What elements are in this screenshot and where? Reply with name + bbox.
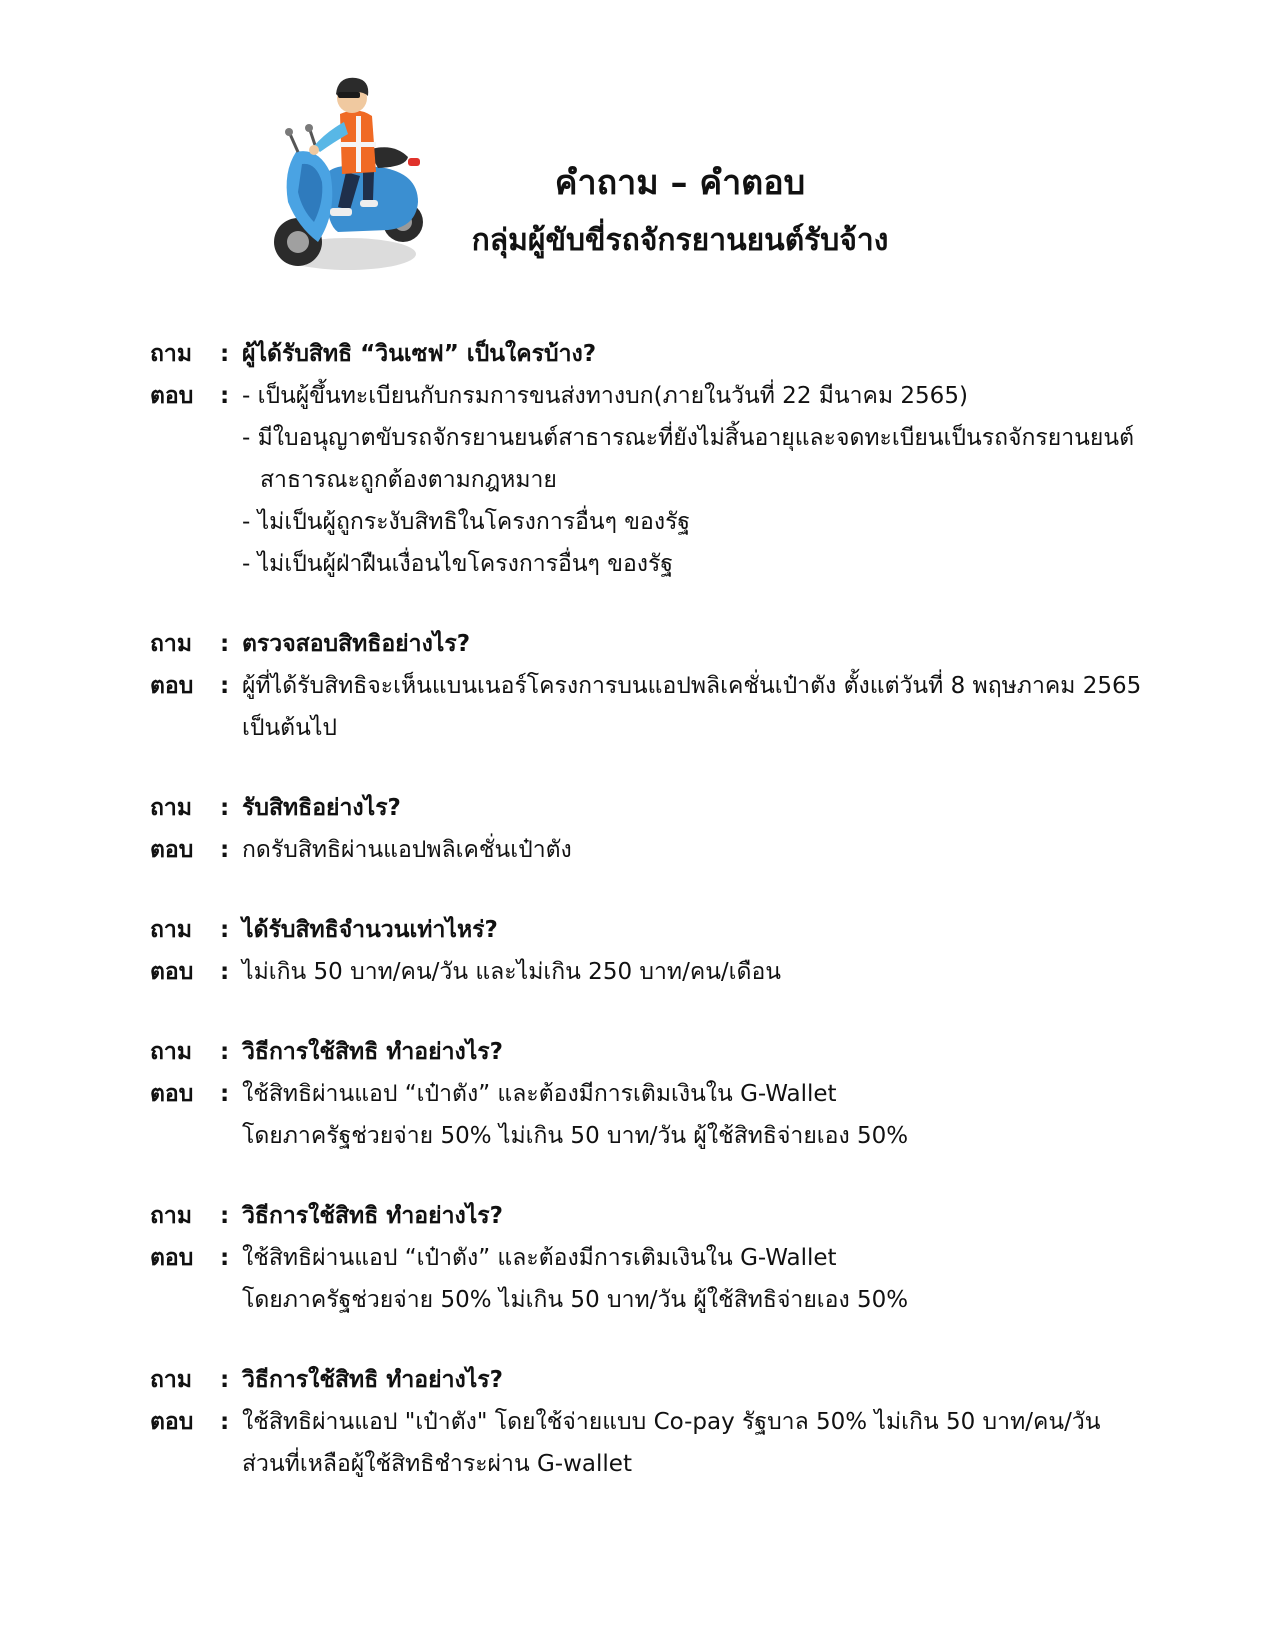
- answer-line: ใช้สิทธิผ่านแอป "เป๋าตัง" โดยใช้จ่ายแบบ Co-pay รัฐบาล 50% ไม่เกิน 50 บาท/คน/วัน: [242, 1409, 1101, 1435]
- answer-line: เป็นต้นไป: [242, 715, 338, 741]
- answer-row: [150, 1073, 1150, 1157]
- label-colon: :: [220, 673, 230, 699]
- answer-line: ผู้ที่ได้รับสิทธิจะเห็นแบนเนอร์โครงการบนแอปพลิเคชั่นเป๋าตัง ตั้งแต่วันที่ 8 พฤษภาคม 2565: [242, 673, 1142, 699]
- question-row: [150, 909, 1150, 951]
- question-text: รับสิทธิอย่างไร?: [242, 795, 401, 821]
- label-colon: :: [220, 1367, 230, 1393]
- answer-text: [234, 1073, 1150, 1157]
- question-row: [150, 1031, 1150, 1073]
- answer-text: [234, 375, 1150, 585]
- answer-text: [234, 829, 1150, 871]
- question-row: [150, 787, 1150, 829]
- question-text: วิธีการใช้สิทธิ ทำอย่างไร?: [242, 1367, 504, 1393]
- question-text: ได้รับสิทธิจำนวนเท่าไหร่?: [242, 917, 498, 943]
- label-colon: :: [220, 795, 230, 821]
- answer-label: ตอบ: [150, 383, 194, 409]
- label-colon: :: [220, 1081, 230, 1107]
- question-row: [150, 623, 1150, 665]
- answer-row: [150, 829, 1150, 871]
- answer-line: - ไม่เป็นผู้ฝ่าฝืนเงื่อนไขโครงการอื่นๆ ของรัฐ: [242, 551, 674, 577]
- label-colon: :: [220, 383, 230, 409]
- label-colon: :: [220, 1409, 230, 1435]
- answer-label: ตอบ: [150, 1081, 194, 1107]
- label-colon: :: [220, 1039, 230, 1065]
- answer-line: กดรับสิทธิผ่านแอปพลิเคชั่นเป๋าตัง: [242, 837, 572, 863]
- answer-row: [150, 375, 1150, 585]
- page-title: คำถาม – คำตอบ: [554, 163, 806, 203]
- answer-line: ใช้สิทธิผ่านแอป “เป๋าตัง” และต้องมีการเติมเงินใน G-Wallet: [242, 1081, 837, 1107]
- answer-text: [234, 1401, 1150, 1485]
- label-colon: :: [220, 1245, 230, 1271]
- answer-text: [234, 1237, 1150, 1321]
- qa-item: [150, 1195, 1150, 1321]
- answer-line: ส่วนที่เหลือผู้ใช้สิทธิชำระผ่าน G-wallet: [242, 1451, 632, 1477]
- answer-label: ตอบ: [150, 959, 194, 985]
- question-label: ถาม: [150, 917, 193, 943]
- qa-item: [150, 1359, 1150, 1485]
- answer-line: ใช้สิทธิผ่านแอป “เป๋าตัง” และต้องมีการเติมเงินใน G-Wallet: [242, 1245, 837, 1271]
- qa-item: [150, 1031, 1150, 1157]
- qa-list: [150, 333, 1150, 1523]
- answer-line: - มีใบอนุญาตขับรถจักรยานยนต์สาธารณะที่ยังไม่สิ้นอายุและจดทะเบียนเป็นรถจักรยานยนต์: [242, 425, 1135, 451]
- qa-item: [150, 787, 1150, 871]
- page-subtitle: กลุ่มผู้ขับขี่รถจักรยานยนต์รับจ้าง: [471, 223, 889, 258]
- question-row: [150, 333, 1150, 375]
- qa-item: [150, 333, 1150, 585]
- answer-line: - เป็นผู้ขึ้นทะเบียนกับกรมการขนส่งทางบก(ภายในวันที่ 22 มีนาคม 2565): [242, 383, 968, 409]
- label-colon: :: [220, 341, 230, 367]
- answer-line: ไม่เกิน 50 บาท/คน/วัน และไม่เกิน 250 บาท/คน/เดือน: [242, 959, 782, 985]
- motorcycle-rider-illustration: [268, 72, 438, 282]
- answer-label: ตอบ: [150, 837, 194, 863]
- qa-item: [150, 623, 1150, 749]
- answer-line: โดยภาครัฐช่วยจ่าย 50% ไม่เกิน 50 บาท/วัน ผู้ใช้สิทธิจ่ายเอง 50%: [242, 1287, 909, 1313]
- question-row: [150, 1359, 1150, 1401]
- question-text: วิธีการใช้สิทธิ ทำอย่างไร?: [242, 1039, 504, 1065]
- answer-label: ตอบ: [150, 1409, 194, 1435]
- answer-row: [150, 951, 1150, 993]
- answer-line: โดยภาครัฐช่วยจ่าย 50% ไม่เกิน 50 บาท/วัน ผู้ใช้สิทธิจ่ายเอง 50%: [242, 1123, 909, 1149]
- question-text: วิธีการใช้สิทธิ ทำอย่างไร?: [242, 1203, 504, 1229]
- answer-text: [234, 951, 1150, 993]
- question-label: ถาม: [150, 631, 193, 657]
- answer-row: [150, 665, 1150, 749]
- answer-label: ตอบ: [150, 673, 194, 699]
- qa-item: [150, 909, 1150, 993]
- answer-line: สาธารณะถูกต้องตามกฎหมาย: [260, 467, 557, 493]
- question-label: ถาม: [150, 1039, 193, 1065]
- label-colon: :: [220, 837, 230, 863]
- label-colon: :: [220, 631, 230, 657]
- question-label: ถาม: [150, 1367, 193, 1393]
- answer-line: - ไม่เป็นผู้ถูกระงับสิทธิในโครงการอื่นๆ ของรัฐ: [242, 509, 691, 535]
- question-row: [150, 1195, 1150, 1237]
- question-label: ถาม: [150, 1203, 193, 1229]
- question-label: ถาม: [150, 341, 193, 367]
- answer-text: [234, 665, 1150, 749]
- answer-row: [150, 1237, 1150, 1321]
- answer-label: ตอบ: [150, 1245, 194, 1271]
- answer-row: [150, 1401, 1150, 1485]
- label-colon: :: [220, 1203, 230, 1229]
- question-text: ตรวจสอบสิทธิอย่างไร?: [242, 631, 471, 657]
- label-colon: :: [220, 917, 230, 943]
- question-text: ผู้ได้รับสิทธิ “วินเซฟ” เป็นใครบ้าง?: [242, 341, 597, 367]
- label-colon: :: [220, 959, 230, 985]
- question-label: ถาม: [150, 795, 193, 821]
